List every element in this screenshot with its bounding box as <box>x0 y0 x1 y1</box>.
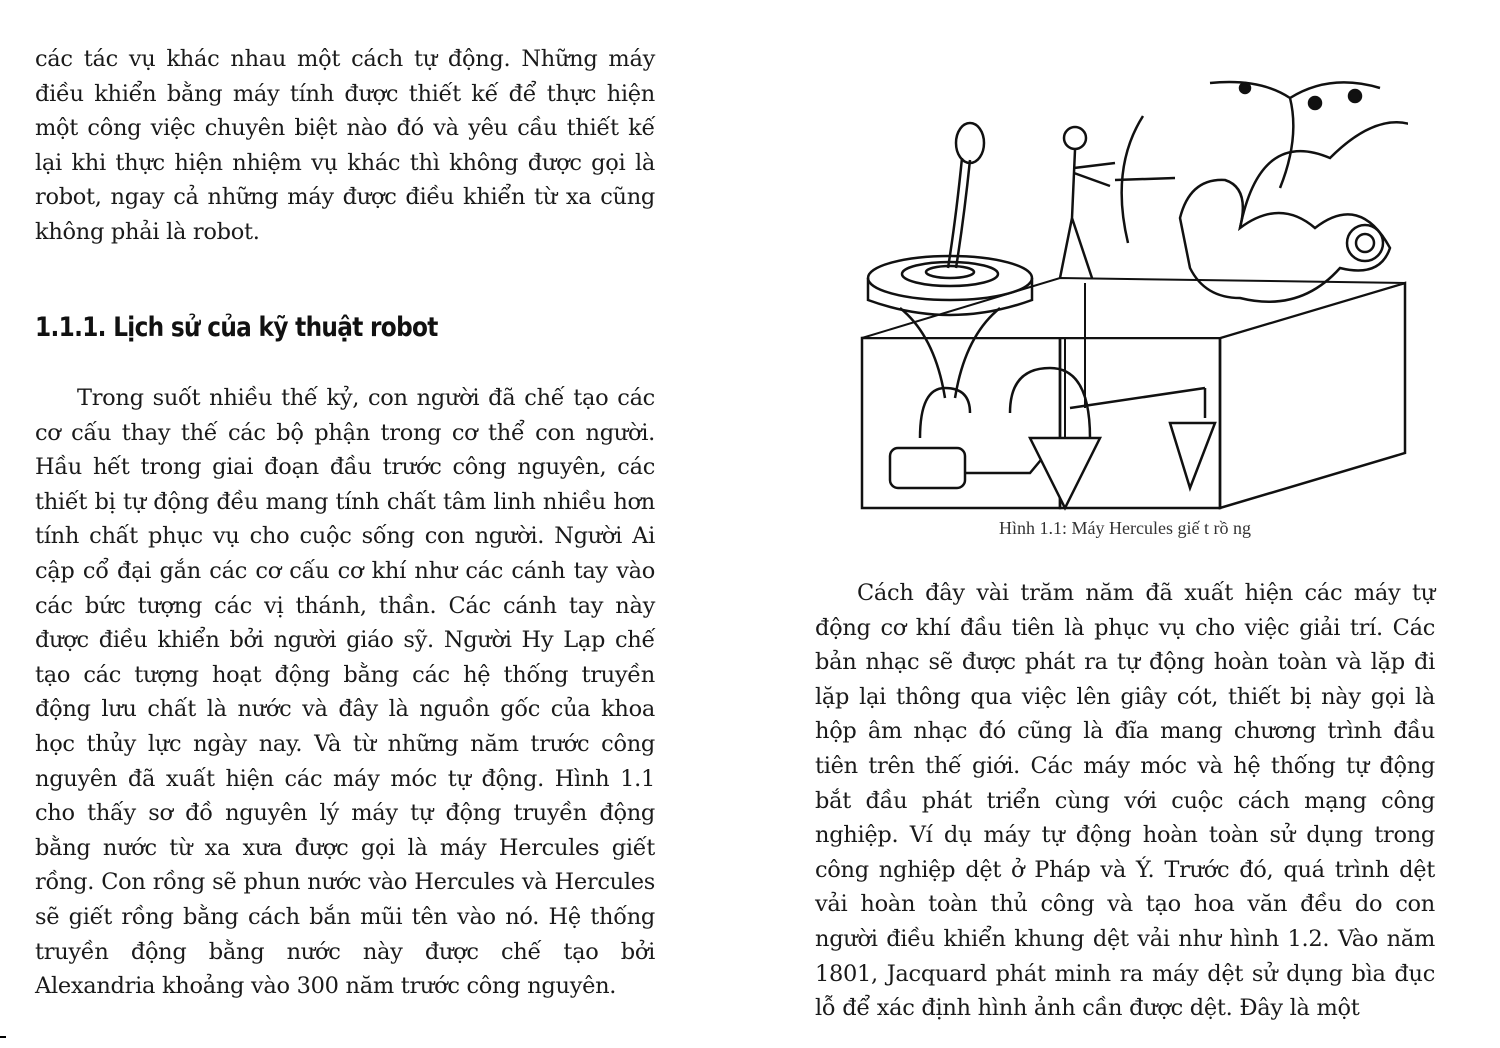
figure-caption: Hình 1.1: Máy Hercules giế t rồ ng <box>999 518 1251 538</box>
intro-paragraph: các tác vụ khác nhau một cách tự động. Những máy điều khiển bằng máy tính được thiết kế để thực hiện một công việc chuyên biệt nào đó và yêu cầu thiết kế lại khi thực hiện nhiệm vụ khác thì không được gọi là robot, ngay cả những máy được điều khiển từ xa cũng không phải là robot. <box>35 46 655 245</box>
history-paragraph: Trong suốt nhiều thế kỷ, con người đã chế tạo các cơ cấu thay thế các bộ phận trong cơ thể con người. Hầu hết trong giai đoạn đầu trước công nguyên, các thiết bị tự động đều mang tính chất tâm linh nhiều hơn tính chất phục vụ cho cuộc sống con người. Người Ai cập cổ đại gắn các cơ cấu cơ khí như các cánh tay vào các bức tượng các vị thánh, thần. Các cánh tay này được điều khiển bởi người giáo sỹ. Người Hy Lạp chế tạo các tượng hoạt động bằng các hệ thống truyền động lưu chất là nước và đây là nguồn gốc của khoa học thủy lực ngày nay. Và từ những năm trước công nguyên đã xuất hiện các máy móc tự động. Hình 1.1 cho thấy sơ đồ nguyên lý máy tự động truyền động bằng nước từ xa xưa được gọi là máy Hercules giết rồng. Con rồng sẽ phun nước vào Hercules và Hercules sẽ giết rồng bằng cách bắn mũi tên vào nó. Hệ thống truyền động bằng nước này được chế tạo bởi Alexandria khoảng vào 300 năm trước công nguyên. <box>35 385 655 1000</box>
section-heading: 1.1.1. Lịch sử của kỹ thuật robot <box>35 312 438 343</box>
right-paragraph: Cách đây vài trăm năm đã xuất hiện các máy tự động cơ khí đầu tiên là phục vụ cho việc giải trí. Các bản nhạc sẽ được phát ra tự động hoàn toàn và lặp đi lặp lại thông qua việc lên giây cót, thiết bị này gọi là hộp âm nhạc đó cũng là đĩa mang chương trình đầu tiên trên thế giới. Các máy móc và hệ thống tự động bắt đầu phát triển cùng với cuộc cách mạng công nghiệp. Ví dụ máy tự động hoàn toàn sử dụng trong công nghiệp dệt ở Pháp và Ý. Trước đó, quá trình dệt vải hoàn toàn thủ công và tạo hoa văn đều do con người điều khiển khung dệt vải như hình 1.2. Vào năm 1801, Jacquard phát minh ra máy dệt sử dụng bìa đục lỗ để xác định hình ảnh cần được dệt. Đây là một <box>815 580 1435 1022</box>
hercules-dragon-illustration <box>860 68 1408 513</box>
page-edge-mark <box>0 1036 6 1038</box>
